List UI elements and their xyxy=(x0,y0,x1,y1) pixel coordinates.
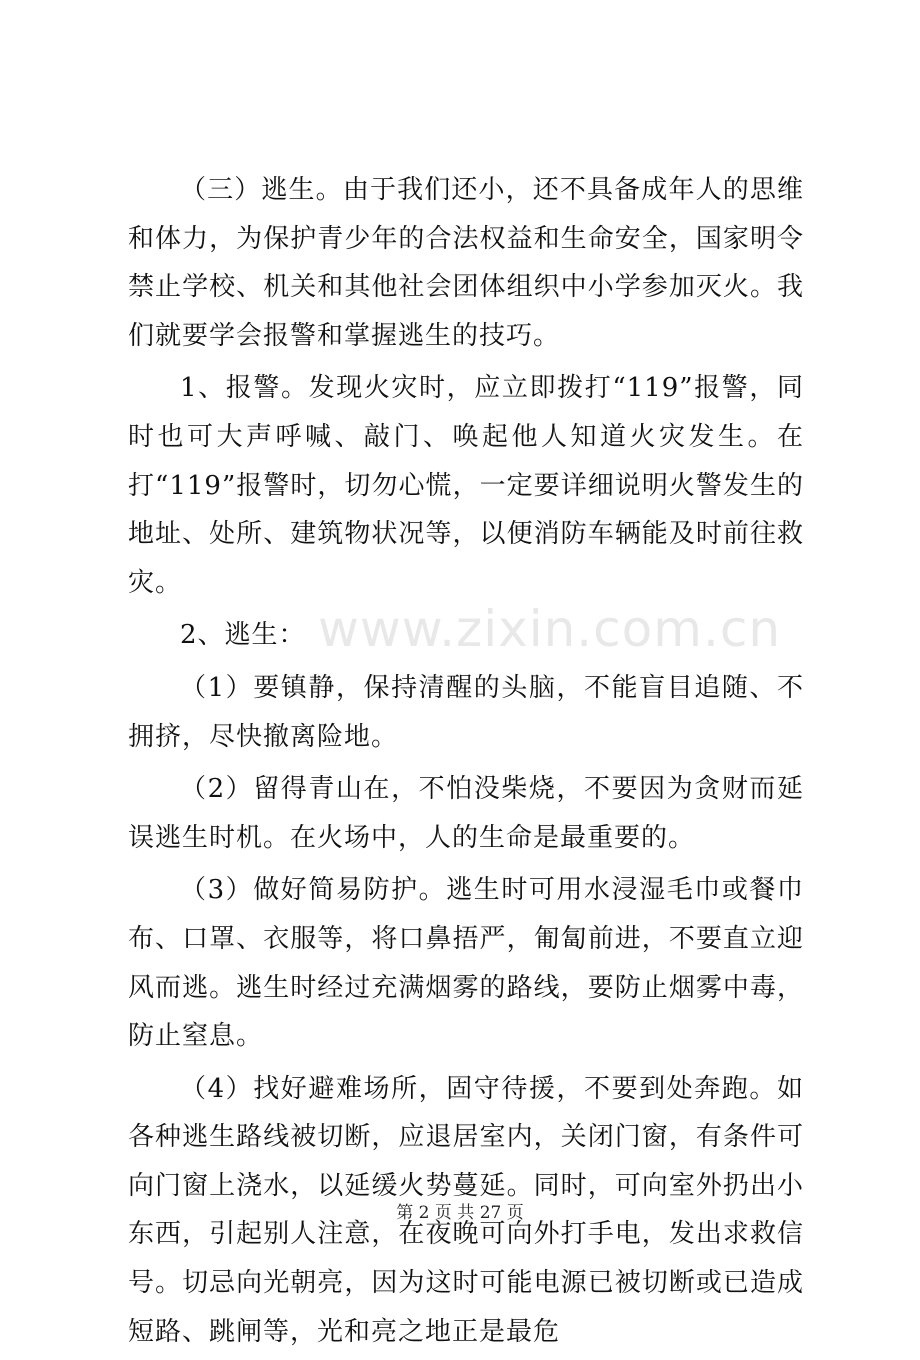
paragraph-escape-intro: （三）逃生。由于我们还小，还不具备成年人的思维和体力，为保护青少年的合法权益和生命安全，国家明令禁止学校、机关和其他社会团体组织中小学参加灭火。我们就要学会报警和掌握逃生的技巧。 xyxy=(128,175,804,351)
paragraph-alarm: 1、报警。发现火灾时，应立即拨打“119”报警，同时也可大声呼喊、敲门、唤起他人知道火灾发生。在打“119”报警时，切勿心慌，一定要详细说明火警发生的地址、处所、建筑物状况等，以便消防车辆能及时前往救灾。 xyxy=(128,373,804,598)
paragraph-escape-item-1: （1）要镇静，保持清醒的头脑，不能盲目追随、不拥挤，尽快撤离险地。 xyxy=(128,672,804,752)
page-footer: 第 2 页 共 27 页 xyxy=(396,1203,524,1223)
paragraph-escape-item-3: （3）做好简易防护。逃生时可用水浸湿毛巾或餐巾布、口罩、衣服等，将口鼻捂严，匍匐前进，不要直立迎风而逃。逃生时经过充满烟雾的路线，要防止烟雾中毒，防止窒息。 xyxy=(128,875,804,1052)
paragraph-escape-item-4: （4）找好避难场所，固守待援，不要到处奔跑。如各种逃生路线被切断，应退居室内，关闭门窗，有条件可向门窗上浇水，以延缓火势蔓延。同时，可向室外扔出小东西，引起别人注意，在夜晚可向外打手电，发出求救信号。切忌向光朝亮，因为这时可能电源已被切断或已造成短路、跳闸等，光和亮之地正是最危 xyxy=(128,1073,804,1347)
paragraph-escape-item-2: （2）留得青山在，不怕没柴烧，不要因为贪财而延误逃生时机。在火场中，人的生命是最重要的。 xyxy=(128,774,804,853)
watermark: www.zixin.com.cn xyxy=(318,600,782,658)
document-body xyxy=(128,166,804,1360)
paragraph-escape-heading: 2、逃生： xyxy=(180,620,306,651)
